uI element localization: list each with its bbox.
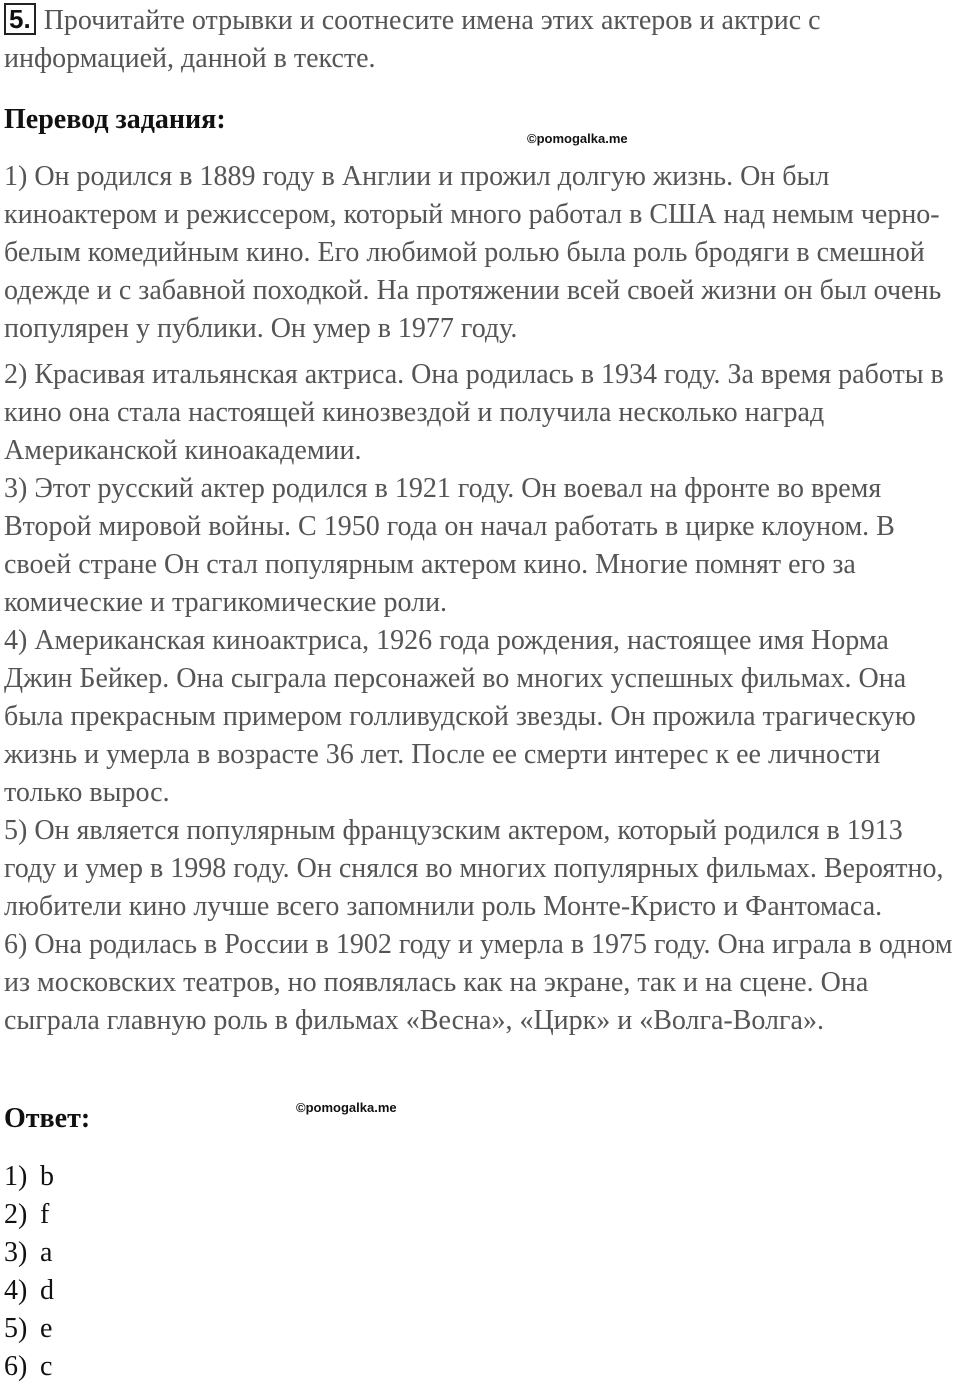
- translation-heading: Перевод задания:: [4, 104, 226, 135]
- answer-item: [4, 1310, 54, 1348]
- answer-item: [4, 1272, 54, 1310]
- answer-letter: f: [40, 1199, 50, 1230]
- answer-item: [4, 1158, 54, 1196]
- answer-item: [4, 1234, 54, 1272]
- answer-letter: b: [40, 1161, 54, 1192]
- answer-letter: a: [40, 1237, 53, 1268]
- answer-letter: c: [40, 1351, 53, 1382]
- answer-number: 1): [4, 1161, 28, 1192]
- translation-text: [4, 158, 959, 1040]
- task-header: [4, 2, 954, 78]
- answer-item: [4, 1348, 54, 1386]
- watermark-top: ©pomogalka.me: [527, 131, 628, 146]
- paragraph-4: 4) Американская киноактриса, 1926 года рождения, настоящее имя Норма Джин Бейкер. Она сыграла персонажей во многих успешных фильмах. Она была прекрасным примером голливудской звезды. Он прожила трагическую жизнь и умерла в возрасте 36 лет. После ее смерти интерес к ее личности только вырос.: [4, 625, 916, 808]
- answer-letter: d: [40, 1275, 54, 1306]
- paragraph-3: 3) Этот русский актер родился в 1921 году. Он воевал на фронте во время Второй мировой войны. С 1950 года он начал работать в цирке клоуном. В своей стране Он стал популярным актером кино. Многие помнят его за комические и трагикомические роли.: [4, 473, 895, 618]
- answer-number: 5): [4, 1313, 28, 1344]
- answer-number: 6): [4, 1351, 28, 1382]
- answer-number: 4): [4, 1275, 28, 1306]
- answer-item: [4, 1196, 54, 1234]
- answer-heading: Ответ:: [4, 1103, 91, 1134]
- paragraph-5: 5) Он является популярным французским актером, который родился в 1913 году и умер в 1998 году. Он снялся во многих популярных фильмах. Вероятно, любители кино лучше всего запомнили роль Монте-Кристо и Фантомаса.: [4, 815, 944, 922]
- task-instruction: Прочитайте отрывки и соотнесите имена этих актеров и актрис с информацией, данной в тексте.: [4, 5, 821, 74]
- answer-number: 3): [4, 1237, 28, 1268]
- paragraph-6: 6) Она родилась в России в 1902 году и умерла в 1975 году. Она играла в одном из московских театров, но появлялась как на экране, так и на сцене. Она сыграла главную роль в фильмах «Весна», «Цирк» и «Волга-Волга».: [4, 929, 953, 1036]
- answer-number: 2): [4, 1199, 28, 1230]
- answer-list: [4, 1158, 54, 1386]
- paragraph-1: 1) Он родился в 1889 году в Англии и прожил долгую жизнь. Он был киноактером и режиссером, который много работал в США над немым черно-белым комедийным кино. Его любимой ролью была роль бродяги в смешной одежде и с забавной походкой. На протяжении всей своей жизни он был очень популярен у публики. Он умер в 1977 году.: [4, 161, 942, 344]
- answer-letter: e: [40, 1313, 53, 1344]
- task-number-badge: 5.: [4, 3, 36, 35]
- watermark-bottom: ©pomogalka.me: [296, 1100, 397, 1115]
- paragraph-2: 2) Красивая итальянская актриса. Она родилась в 1934 году. За время работы в кино она стала настоящей кинозвездой и получила несколько наград Американской киноакадемии.: [4, 359, 944, 466]
